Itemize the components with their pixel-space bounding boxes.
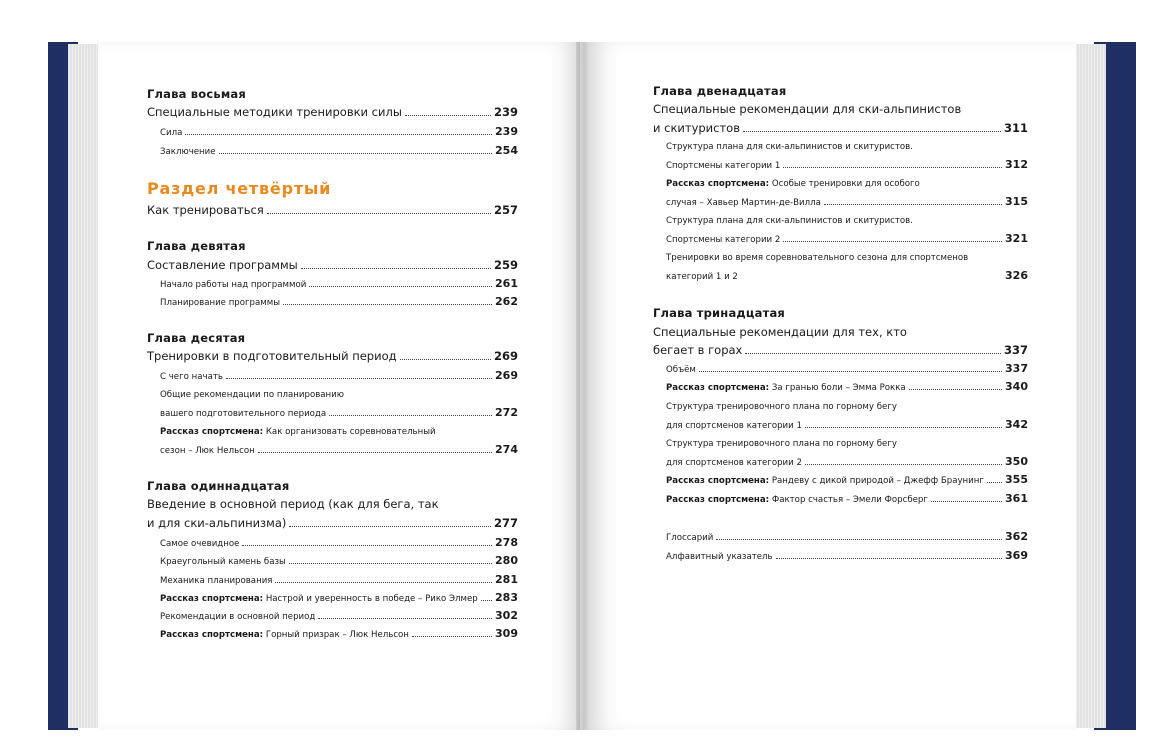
athlete-story-label: Рассказ спортсмена: [160,594,264,604]
leader-dots [745,352,1001,354]
toc-entry[interactable]: и скитуристов 311 [653,121,1028,135]
toc-entry[interactable]: Как тренироваться 257 [147,203,518,217]
leader-dots [805,463,1002,465]
toc-entry-index[interactable]: Алфавитный указатель 369 [666,549,1028,562]
leader-dots [783,166,1002,168]
leader-dots [219,152,492,154]
toc-entry-line1: Специальные рекомендации для тех, кто [653,325,907,339]
leader-dots [226,377,492,379]
toc-entry[interactable]: Начало работы над программой 261 [160,277,518,290]
athlete-story-label: Рассказ спортсмена: [666,179,770,189]
right-toc [588,42,1076,730]
toc-entry[interactable]: Самое очевидное 278 [160,536,518,549]
leader-dots [318,617,492,619]
leader-dots [242,544,492,546]
leader-dots [289,525,491,527]
leader-dots [699,370,1002,372]
toc-entry[interactable]: Составление программы 259 [147,258,518,272]
toc-entry-line1: Структура плана для ски-альпинистов и скитуристов. [666,142,913,152]
athlete-story-label: Рассказ спортсмена: [666,476,770,486]
toc-entry[interactable]: Специальные методики тренировки силы 239 [147,105,518,119]
toc-entry-line1: Структура плана для ски-альпинистов и скитуристов. [666,216,913,226]
toc-entry[interactable]: С чего начать 269 [160,369,518,382]
leader-dots [412,635,492,637]
toc-entry[interactable]: Спортсмены категории 2 321 [666,232,1028,245]
leader-dots [743,130,1001,132]
toc-entry[interactable]: Тренировки в подготовительный период 269 [147,349,518,363]
page-edges-left [68,44,102,728]
toc-entry[interactable]: вашего подготовительного периода 272 [160,406,518,419]
toc-entry-line1: Структура тренировочного плана по горному бегу [666,439,897,449]
toc-entry[interactable]: Заключение 254 [160,144,518,157]
leader-dots [258,451,492,453]
leader-dots [275,581,492,583]
leader-dots [267,212,491,214]
toc-entry[interactable]: Рассказ спортсмена: Настрой и уверенность в победе – Рико Элмер 283 [160,591,518,604]
toc-entry[interactable]: и для ски-альпинизма) 277 [147,516,518,530]
leader-dots [301,267,491,269]
toc-entry-line1: Тренировки во время соревновательного сезона для спортсменов [666,253,969,263]
toc-entry-line1: Общие рекомендации по планированию [160,390,344,400]
chapter-10-heading: Глава десятая [147,331,246,345]
leader-dots [405,114,491,116]
toc-entry-line1: Специальные рекомендации для ски-альпинистов [653,102,962,116]
leader-dots [741,277,1002,279]
left-page [98,42,580,730]
toc-entry[interactable]: категорий 1 и 2 326 [666,269,1028,282]
chapter-13-heading: Глава тринадцатая [653,306,785,320]
leader-dots [824,203,1002,205]
chapter-8-heading: Глава восьмая [147,87,246,101]
chapter-9-heading: Глава девятая [147,239,246,253]
toc-entry[interactable]: Краеугольный камень базы 280 [160,554,518,567]
right-page [588,42,1076,730]
left-toc [98,42,580,730]
toc-entry-line1: Структура тренировочного плана по горному бегу [666,402,897,412]
toc-entry[interactable]: Сила 239 [160,125,518,138]
toc-entry-line1: Введение в основной период (как для бега, так [147,497,439,511]
leader-dots [776,557,1002,559]
athlete-story-label: Рассказ спортсмена: [666,495,770,505]
toc-entry[interactable]: Планирование программы 262 [160,295,518,308]
leader-dots [931,500,1002,502]
leader-dots [283,303,492,305]
leader-dots [400,358,491,360]
leader-dots [309,285,492,287]
toc-entry-line1: Рассказ спортсмена: Особые тренировки для особого [666,179,920,189]
toc-entry[interactable]: для спортсменов категории 2 350 [666,455,1028,468]
chapter-11-heading: Глава одиннадцатая [147,479,290,493]
leader-dots [783,240,1002,242]
page-edges-right [1072,44,1106,728]
leader-dots [987,481,1002,483]
leader-dots [185,133,492,135]
leader-dots [289,562,492,564]
toc-entry[interactable]: Механика планирования 281 [160,573,518,586]
toc-entry-glossary[interactable]: Глоссарий 362 [666,530,1028,543]
leader-dots [909,388,1002,390]
section-4-heading: Раздел четвёртый [147,179,332,198]
athlete-story-label: Рассказ спортсмена: [160,630,264,640]
toc-entry[interactable]: Рекомендации в основной период 302 [160,609,518,622]
toc-entry-line1: Рассказ спортсмена: Как организовать соревновательный [160,427,436,437]
leader-dots [329,414,492,416]
toc-entry[interactable]: бегает в горах 337 [653,343,1028,357]
athlete-story-label: Рассказ спортсмена: [666,383,770,393]
athlete-story-label: Рассказ спортсмена: [160,427,264,437]
leader-dots [716,538,1002,540]
leader-dots [481,599,492,601]
toc-entry[interactable]: случая – Хавьер Мартин-де-Вилла 315 [666,195,1028,208]
leader-dots [805,426,1002,428]
toc-entry[interactable]: сезон – Люк Нельсон 274 [160,443,518,456]
chapter-12-heading: Глава двенадцатая [653,84,787,98]
toc-entry[interactable]: Рассказ спортсмена: Горный призрак – Люк Нельсон 309 [160,627,518,640]
toc-entry[interactable]: Рассказ спортсмена: За гранью боли – Эмма Рокка 340 [666,380,1028,393]
toc-entry[interactable]: для спортсменов категории 1 342 [666,418,1028,431]
toc-entry[interactable]: Рассказ спортсмена: Рандеву с дикой природой – Джефф Браунинг 355 [666,473,1028,486]
toc-entry[interactable]: Объём 337 [666,362,1028,375]
toc-entry[interactable]: Спортсмены категории 1 312 [666,158,1028,171]
toc-entry[interactable]: Рассказ спортсмена: Фактор счастья – Эмели Форсберг 361 [666,492,1028,505]
